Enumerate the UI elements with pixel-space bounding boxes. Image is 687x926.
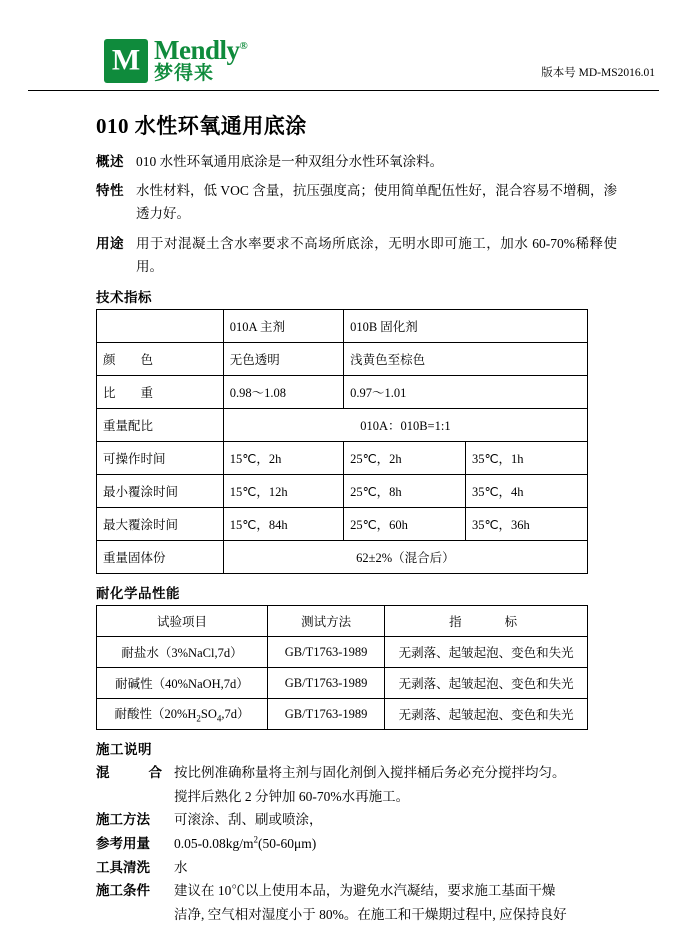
tech-row-label: 重量固体份 xyxy=(97,541,224,574)
intro-row-features xyxy=(96,179,617,225)
construction-row-conditions xyxy=(96,879,627,903)
tech-header-a: 010A 主剂 xyxy=(223,310,343,343)
tech-cell: 浅黄色至棕色 xyxy=(344,343,588,376)
intro-block xyxy=(0,150,687,278)
logo-en-text: Mendly xyxy=(154,35,240,65)
chem-header-spec: 指 标 xyxy=(385,606,588,637)
construction-cont: 搅拌后熟化 2 分钟加 60-70%水再施工。 xyxy=(174,788,410,804)
construction-row-method xyxy=(96,808,627,832)
chem-header-item: 试验项目 xyxy=(97,606,268,637)
intro-text: 010 水性环氧通用底涂是一种双组分水性环氧涂料。 xyxy=(136,154,444,169)
intro-label: 特性 xyxy=(96,183,124,199)
construction-text: $0.05-0.08kg/m^2(50-60\mu m)$ xyxy=(174,834,317,851)
table-row xyxy=(97,343,588,376)
construction-row-coverage xyxy=(96,832,627,856)
construction-row-mixing xyxy=(96,761,627,785)
construction-text: 水 xyxy=(174,859,188,875)
document-header xyxy=(0,0,687,92)
construction-label: 施工条件 xyxy=(96,883,150,899)
table-row xyxy=(97,668,588,699)
tech-header-blank xyxy=(97,310,224,343)
construction-section-title: 施工说明 xyxy=(96,742,152,758)
construction-label: 混 合 xyxy=(96,765,166,781)
table-row xyxy=(97,508,588,541)
tech-row-label: 重量配比 xyxy=(97,409,224,442)
table-row xyxy=(97,376,588,409)
construction-label: 工具清洗 xyxy=(96,859,150,875)
table-row xyxy=(97,606,588,637)
tech-row-label: 可操作时间 xyxy=(97,442,224,475)
construction-label: 参考用量 xyxy=(96,835,150,851)
m-monogram-icon xyxy=(104,39,148,83)
table-row xyxy=(97,310,588,343)
intro-label: 用途 xyxy=(96,235,124,251)
tech-cell: 15℃，12h xyxy=(223,475,343,508)
tech-row-label: 最大覆涂时间 xyxy=(97,508,224,541)
chem-cell-spec: 无剥落、起皱起泡、变色和失光 xyxy=(385,637,588,668)
table-row xyxy=(97,442,588,475)
chem-cell-spec: 无剥落、起皱起泡、变色和失光 xyxy=(385,668,588,699)
construction-text: 按比例准确称量将主剂与固化剂倒入搅拌桶后务必充分搅拌均匀。 xyxy=(174,765,566,781)
construction-label: 施工方法 xyxy=(96,812,150,828)
construction-text: 可滚涂、刮、刷或喷涂， xyxy=(174,812,323,828)
tech-cell: 15℃，84h xyxy=(223,508,343,541)
construction-block xyxy=(0,761,687,926)
version-number: 版本号 MD-MS2016.01 xyxy=(541,67,655,79)
table-row xyxy=(97,541,588,574)
tech-cell: 25℃，2h xyxy=(344,442,466,475)
logo-cn: 梦得来 xyxy=(154,63,215,85)
logo-en xyxy=(154,36,247,64)
tech-section-title: 技术指标 xyxy=(96,290,152,306)
registered-mark-icon: ® xyxy=(239,40,248,52)
tech-cell: 25℃，8h xyxy=(344,475,466,508)
tech-cell: 15℃，2h xyxy=(223,442,343,475)
construction-text: 建议在 10℃以上使用本品，为避免水汽凝结，要求施工基面干燥 xyxy=(174,883,556,899)
table-row xyxy=(97,409,588,442)
chem-cell-method: GB/T1763-1989 xyxy=(267,637,384,668)
page-title: 010 水性环氧通用底涂 xyxy=(96,114,307,138)
chem-cell-spec: 无剥落、起皱起泡、变色和失光 xyxy=(385,699,588,730)
tech-header-b: 010B 固化剂 xyxy=(344,310,588,343)
tech-cell: 62±2%（混合后） xyxy=(223,541,587,574)
table-row xyxy=(97,699,588,730)
intro-label: 概述 xyxy=(96,154,124,169)
intro-row-uses xyxy=(96,232,617,278)
chem-cell-method: GB/T1763-1989 xyxy=(267,699,384,730)
tech-cell: 0.97～1.01 xyxy=(344,376,588,409)
tech-cell: 25℃，60h xyxy=(344,508,466,541)
header-divider xyxy=(28,90,659,91)
chem-cell-item: 耐碱性（40%NaOH,7d） xyxy=(97,668,268,699)
construction-row-cleaning xyxy=(96,856,627,880)
tech-cell: 0.98～1.08 xyxy=(223,376,343,409)
table-row xyxy=(97,637,588,668)
tech-cell: 无色透明 xyxy=(223,343,343,376)
tech-cell: 010A：010B=1:1 xyxy=(223,409,587,442)
intro-row-overview xyxy=(96,150,617,173)
table-row xyxy=(97,475,588,508)
tech-row-label: 最小覆涂时间 xyxy=(97,475,224,508)
tech-cell: 35℃，36h xyxy=(466,508,588,541)
logo-text xyxy=(154,36,247,85)
construction-cont: 洁净, 空气相对湿度小于 80%。在施工和干燥期过程中, 应保持良好 xyxy=(174,906,567,922)
chem-section-title: 耐化学品性能 xyxy=(96,586,180,602)
company-logo xyxy=(104,36,247,85)
tech-cell: 35℃，4h xyxy=(466,475,588,508)
intro-text: 水性材料，低 VOC 含量，抗压强度高；使用简单配伍性好，混合容易不增稠，渗透力好。 xyxy=(136,183,617,222)
intro-text: 用于对混凝土含水率要求不高场所底涂，无明水即可施工，加水 60-70%稀释使用。 xyxy=(136,235,617,274)
tech-spec-table xyxy=(96,309,588,574)
tech-cell: 35℃，1h xyxy=(466,442,588,475)
chem-header-method: 测试方法 xyxy=(267,606,384,637)
tech-row-label: 比 重 xyxy=(97,376,224,409)
chem-cell-method: GB/T1763-1989 xyxy=(267,668,384,699)
tech-row-label: 颜 色 xyxy=(97,343,224,376)
chem-resistance-table xyxy=(96,605,588,730)
chem-cell-item: 耐盐水（3%NaCl,7d） xyxy=(97,637,268,668)
chem-cell-item: 耐酸性$(20\%H_2SO_4,7d)$ xyxy=(97,699,268,730)
